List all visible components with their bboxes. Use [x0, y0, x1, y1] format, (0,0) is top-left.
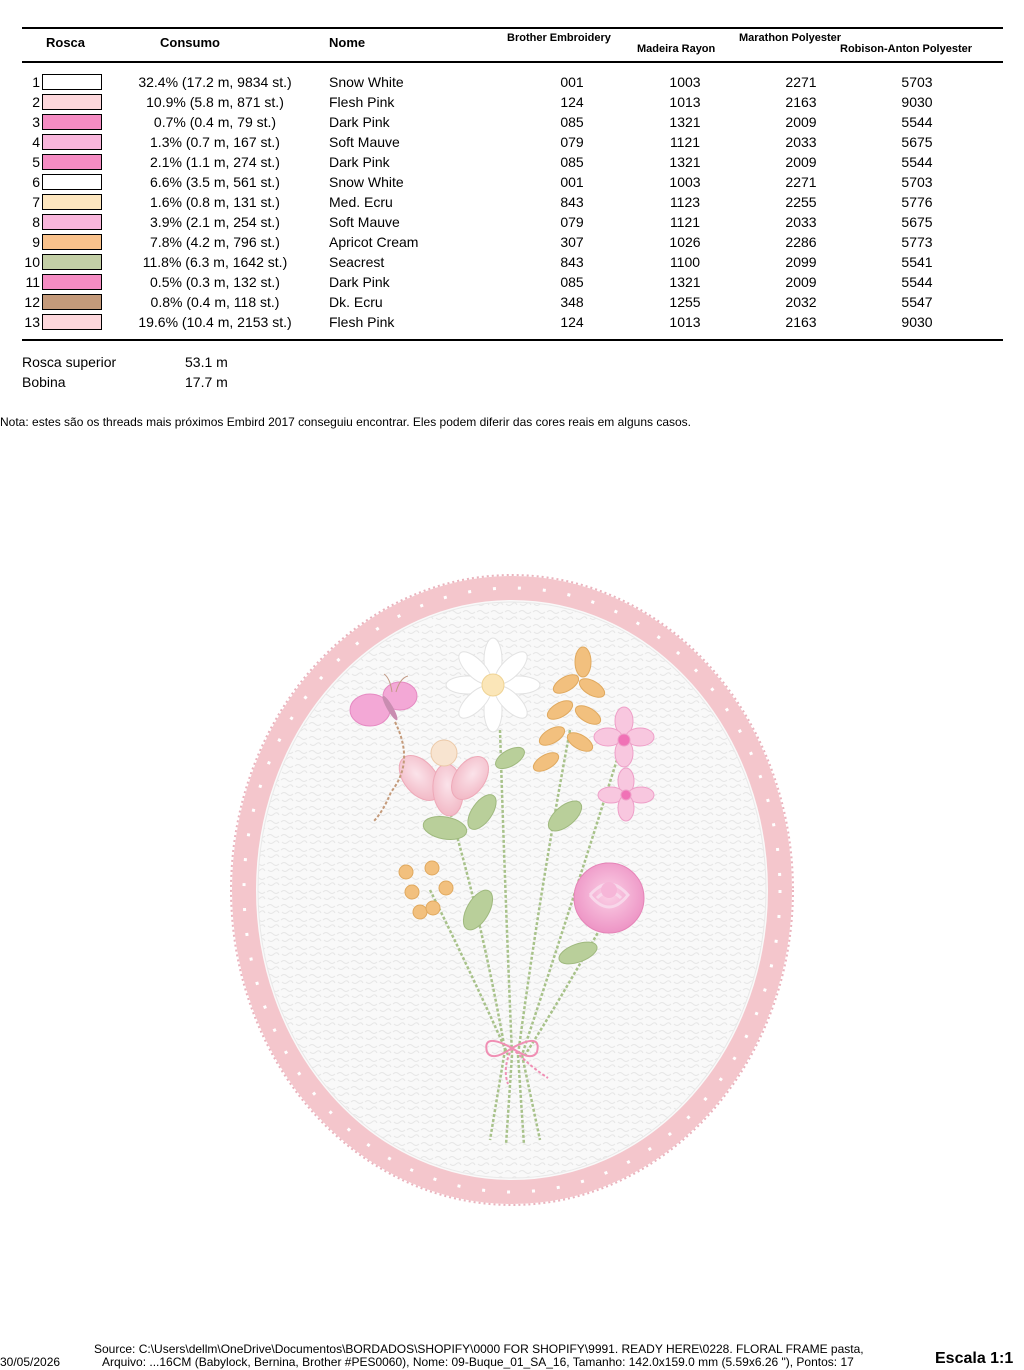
code-brother: 843: [560, 254, 584, 270]
thread-name: Soft Mauve: [329, 214, 400, 230]
thread-consumo: 2.1% (1.1 m, 274 st.): [150, 154, 280, 170]
bobbin-value: 17.7 m: [185, 374, 228, 390]
thread-name: Flesh Pink: [329, 314, 395, 330]
color-swatch: [42, 154, 102, 170]
code-robison: 5544: [901, 274, 933, 290]
thread-consumo: 7.8% (4.2 m, 796 st.): [150, 234, 280, 250]
thread-consumo: 0.8% (0.4 m, 118 st.): [150, 294, 280, 310]
code-robison: 5675: [901, 134, 933, 150]
color-swatch: [42, 74, 102, 90]
footer-source: Source: C:\Users\dellm\OneDrive\Documentos\BORDADOS\SHOPIFY\0000 FOR SHOPIFY\9991. READY HERE\0228. FLORAL FRAME pasta,: [94, 1342, 864, 1356]
thread-index: 4: [32, 134, 40, 150]
code-madeira: 1003: [669, 74, 701, 90]
code-robison: 5776: [901, 194, 933, 210]
table-row: [0, 72, 1024, 92]
thread-name: Flesh Pink: [329, 94, 395, 110]
color-swatch: [42, 174, 102, 190]
code-madeira: 1321: [669, 154, 701, 170]
thread-index: 12: [24, 294, 40, 310]
code-madeira: 1123: [669, 194, 701, 210]
table-row: [0, 212, 1024, 232]
color-swatch: [42, 274, 102, 290]
code-madeira: 1321: [669, 274, 701, 290]
thread-name: Dk. Ecru: [329, 294, 383, 310]
color-swatch: [42, 254, 102, 270]
table-row: [0, 192, 1024, 212]
code-marathon: 2032: [785, 294, 817, 310]
table-row: [0, 272, 1024, 292]
thread-consumo: 0.5% (0.3 m, 132 st.): [150, 274, 280, 290]
code-marathon: 2255: [785, 194, 817, 210]
code-madeira: 1321: [669, 114, 701, 130]
code-madeira: 1255: [669, 294, 701, 310]
thread-consumo: 32.4% (17.2 m, 9834 st.): [138, 74, 292, 90]
thread-name: Dark Pink: [329, 274, 390, 290]
thread-consumo: 19.6% (10.4 m, 2153 st.): [138, 314, 292, 330]
thread-consumo: 1.3% (0.7 m, 167 st.): [150, 134, 280, 150]
code-robison: 5703: [901, 174, 933, 190]
code-brother: 124: [560, 94, 584, 110]
pink-rose: [574, 863, 644, 933]
thread-name: Seacrest: [329, 254, 385, 270]
color-swatch: [42, 194, 102, 210]
table-row: [0, 112, 1024, 132]
table-row: [0, 252, 1024, 272]
code-robison: 5547: [901, 294, 933, 310]
thread-index: 11: [25, 274, 40, 290]
thread-name: Soft Mauve: [329, 134, 400, 150]
color-swatch: [42, 294, 102, 310]
table-row: [0, 312, 1024, 332]
table-row: [0, 172, 1024, 192]
thread-name: Snow White: [329, 74, 404, 90]
thread-index: 5: [32, 154, 40, 170]
code-robison: 9030: [901, 314, 933, 330]
code-robison: 5544: [901, 114, 933, 130]
color-swatch: [42, 94, 102, 110]
code-robison: 5703: [901, 74, 933, 90]
thread-index: 9: [32, 234, 40, 250]
code-madeira: 1013: [669, 314, 701, 330]
thread-index: 13: [24, 314, 40, 330]
header-brother: Brother Embroidery: [507, 32, 611, 44]
code-marathon: 2271: [785, 174, 817, 190]
code-marathon: 2271: [785, 74, 817, 90]
thread-name: Med. Ecru: [329, 194, 393, 210]
code-robison: 5773: [901, 234, 933, 250]
table-top-rule: [22, 27, 1003, 29]
thread-index: 2: [32, 94, 40, 110]
color-swatch: [42, 314, 102, 330]
code-madeira: 1100: [669, 254, 701, 270]
header-nome: Nome: [329, 35, 366, 50]
header-rosca: Rosca: [46, 35, 86, 50]
code-brother: 085: [560, 114, 584, 130]
code-madeira: 1013: [669, 94, 701, 110]
footer-arquivo: Arquivo: ...16CM (Babylock, Bernina, Brother #PES0060), Nome: 09-Buque_01_SA_16, Tamanho: 142.0x159.0 mm (5.59x6.26 "), Pontos: 17: [102, 1355, 854, 1369]
code-brother: 124: [560, 314, 584, 330]
code-marathon: 2163: [785, 94, 817, 110]
code-robison: 5544: [901, 154, 933, 170]
upper-thread-value: 53.1 m: [185, 354, 228, 370]
color-swatch: [42, 234, 102, 250]
code-marathon: 2163: [785, 314, 817, 330]
header-consumo: Consumo: [160, 35, 220, 50]
color-swatch: [42, 214, 102, 230]
upper-thread-label: Rosca superior: [22, 354, 117, 370]
code-brother: 348: [560, 294, 584, 310]
code-brother: 307: [560, 234, 584, 250]
thread-name: Apricot Cream: [329, 234, 419, 250]
footer-date: 30/05/2026: [0, 1355, 61, 1369]
color-swatch: [42, 114, 102, 130]
thread-name: Dark Pink: [329, 114, 390, 130]
thread-consumo: 1.6% (0.8 m, 131 st.): [150, 194, 280, 210]
bobbin-label: Bobina: [22, 374, 66, 390]
header-marathon: Marathon Polyester: [739, 32, 842, 44]
thread-name: Snow White: [329, 174, 404, 190]
table-row: [0, 132, 1024, 152]
code-brother: 085: [560, 154, 584, 170]
table-row: [0, 232, 1024, 252]
code-madeira: 1121: [669, 214, 701, 230]
disclaimer-note: Nota: estes são os threads mais próximos Embird 2017 conseguiu encontrar. Eles podem diferir das cores reais em alguns casos.: [0, 415, 692, 429]
code-brother: 001: [560, 74, 584, 90]
code-brother: 001: [560, 174, 584, 190]
code-madeira: 1121: [669, 134, 701, 150]
thread-consumo: 11.8% (6.3 m, 1642 st.): [142, 254, 288, 270]
code-robison: 9030: [901, 94, 933, 110]
thread-index: 8: [32, 214, 40, 230]
code-madeira: 1003: [669, 174, 701, 190]
code-marathon: 2033: [785, 214, 817, 230]
embroidery-preview: [0, 440, 1024, 1340]
table-row: [0, 92, 1024, 112]
code-marathon: 2009: [785, 274, 817, 290]
code-madeira: 1026: [669, 234, 701, 250]
thread-consumo: 10.9% (5.8 m, 871 st.): [146, 94, 284, 110]
thread-index: 10: [24, 254, 40, 270]
thread-consumo: 3.9% (2.1 m, 254 st.): [150, 214, 280, 230]
code-brother: 843: [560, 194, 584, 210]
code-robison: 5541: [901, 254, 933, 270]
code-marathon: 2009: [785, 154, 817, 170]
thread-index: 3: [32, 114, 40, 130]
scale-label: Escala 1:1: [935, 1350, 1014, 1367]
table-bottom-rule: [22, 339, 1003, 341]
header-robison: Robison-Anton Polyester: [840, 43, 973, 55]
color-swatch: [42, 134, 102, 150]
code-brother: 079: [560, 134, 584, 150]
code-robison: 5675: [901, 214, 933, 230]
thread-name: Dark Pink: [329, 154, 390, 170]
header-madeira: Madeira Rayon: [637, 43, 716, 55]
code-brother: 079: [560, 214, 584, 230]
table-header-rule: [22, 61, 1003, 63]
thread-consumo: 6.6% (3.5 m, 561 st.): [150, 174, 280, 190]
thread-index: 6: [32, 174, 40, 190]
code-brother: 085: [560, 274, 584, 290]
code-marathon: 2033: [785, 134, 817, 150]
code-marathon: 2286: [785, 234, 817, 250]
code-marathon: 2009: [785, 114, 817, 130]
table-row: [0, 152, 1024, 172]
table-row: [0, 292, 1024, 312]
thread-index: 1: [32, 74, 40, 90]
code-marathon: 2099: [785, 254, 817, 270]
thread-consumo: 0.7% (0.4 m, 79 st.): [153, 114, 277, 130]
thread-index: 7: [32, 194, 40, 210]
